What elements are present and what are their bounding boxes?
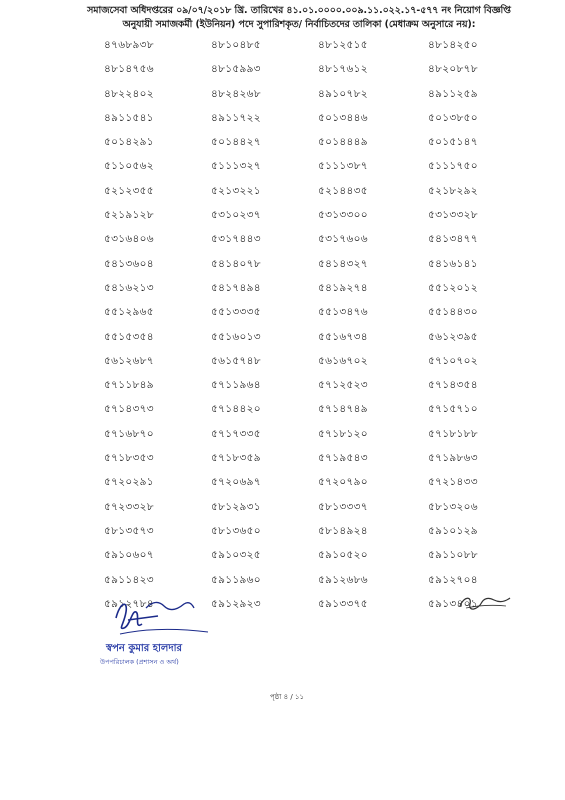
roll-number-cell: ৫০১৩৪৪৬ xyxy=(318,111,368,124)
roll-number-cell: ৫৫১৬০১৩ xyxy=(211,330,261,343)
roll-number-cell: ৫৪১৩৬০৪ xyxy=(104,257,154,270)
table-row xyxy=(90,427,510,451)
roll-number-cell: ৫০১৫১৪৭ xyxy=(428,136,478,149)
header-line-2: অনুযায়ী সমাজকর্মী (ইউনিয়ন) পদে সুপারিশকৃত/ নির্বাচিতদের তালিকা (মেধাক্রম অনুসারে নয়): xyxy=(122,18,476,30)
roll-number-cell: ৫৭২১৪৩৩ xyxy=(428,476,478,489)
roll-number-cell: ৫৫১৫৩৫৪ xyxy=(104,330,154,343)
roll-number-cell: ৫৯১০১২৯ xyxy=(428,524,478,537)
roll-number-cell: ৪৮২৪২৬৮ xyxy=(211,87,261,100)
table-row xyxy=(90,475,510,499)
roll-number-cell: ৫৪১৭৪৯৪ xyxy=(211,281,261,294)
roll-number-cell: ৫৪১৯২৭৪ xyxy=(318,281,368,294)
signatory-name: স্বপন কুমার হালদার xyxy=(106,643,183,654)
roll-number-cell: ৫৯১২৯২৩ xyxy=(211,597,261,610)
roll-number-cell: ৫০১৪৪২৭ xyxy=(211,136,261,149)
roll-number-cell: ৫৭১৭৩৩৫ xyxy=(211,427,261,440)
table-row xyxy=(90,305,510,329)
document-header xyxy=(64,4,534,31)
roll-number-cell: ৫৩১৩৩২৮ xyxy=(428,209,478,222)
roll-number-cell: ৫৫১৪৪৩০ xyxy=(428,306,478,319)
roll-number-cell: ৫৯১২৭০৪ xyxy=(428,573,478,586)
roll-number-cell: ৫৯১০৫২০ xyxy=(318,549,368,562)
table-row xyxy=(90,281,510,305)
table-row xyxy=(90,159,510,183)
roll-number-cell: ৫৪১৪০৭৮ xyxy=(211,257,261,270)
roll-number-cell: ৫৭১২৫২৩ xyxy=(318,379,368,392)
roll-number-cell: ৫১১১৩২৭ xyxy=(211,160,261,173)
roll-number-cell: ৫৪১৬১৪১ xyxy=(428,257,478,270)
table-row xyxy=(90,451,510,475)
roll-number-cell: ৫৯১২৭৮৪ xyxy=(104,597,154,610)
table-row xyxy=(90,402,510,426)
roll-number-cell: ৫৭১১৮৪৯ xyxy=(104,379,154,392)
roll-number-cell: ৫৫১৬৭৩৪ xyxy=(318,330,368,343)
roll-number-cell: ৫৭২০৭৯০ xyxy=(318,476,368,489)
page-number: পৃষ্ঠা ৪ / ১১ xyxy=(270,693,305,701)
roll-number-cell: ৪৮১৭৬১২ xyxy=(318,63,368,76)
table-row xyxy=(90,548,510,572)
roll-number-cell: ৫৬১৬৭০২ xyxy=(318,354,368,367)
roll-number-cell: ৫৭১৫৭১০ xyxy=(428,403,478,416)
table-row xyxy=(90,38,510,62)
roll-number-cell: ৫৩১০২৩৭ xyxy=(211,209,261,222)
roll-number-cell: ৫৩১৬৪০৬ xyxy=(104,233,154,246)
roll-number-cell: ৫৭১০৭০২ xyxy=(428,354,478,367)
roll-number-cell: ৫৭১৮১২০ xyxy=(318,427,368,440)
roll-number-cell: ৫২১২৩৫৫ xyxy=(104,184,154,197)
roll-number-cell: ৫৮১৩৩৩৭ xyxy=(318,500,368,513)
roll-number-cell: ৫৮১৩৫৭৩ xyxy=(104,524,154,537)
table-row xyxy=(90,330,510,354)
roll-number-cell: ৫৯১০৩২৫ xyxy=(211,549,261,562)
roll-number-cell: ৫০১৪২৯১ xyxy=(104,136,154,149)
roll-number-cell: ৫৮১৪৯২৪ xyxy=(318,524,368,537)
table-row xyxy=(90,378,510,402)
roll-number-cell: ৫৯১১৯৬০ xyxy=(211,573,261,586)
roll-number-cell: ৫৭১৯৫৪৩ xyxy=(318,452,368,465)
roll-number-cell: ৪৮১০৪৮৫ xyxy=(211,39,261,51)
roll-number-cell: ৫৫১৩৩৩৫ xyxy=(211,306,261,319)
roll-number-table xyxy=(90,38,510,621)
roll-number-cell: ৫৭২৩৩২৮ xyxy=(104,500,154,513)
roll-number-cell: ৫৫১৩৪৭৬ xyxy=(318,306,368,319)
roll-number-cell: ৫১১০৫৬২ xyxy=(104,160,154,173)
roll-number-cell: ৪৮২০৮৭৮ xyxy=(428,63,478,76)
roll-number-cell: ৪৯১০৭৮২ xyxy=(318,87,368,100)
table-row xyxy=(90,87,510,111)
table-row xyxy=(90,184,510,208)
roll-number-cell: ৫৭১৪৩৭৩ xyxy=(104,403,154,416)
roll-number-cell: ৫৫১২৯৬৫ xyxy=(104,306,154,319)
roll-number-cell: ৪৮২২৪০২ xyxy=(104,87,154,100)
roll-number-cell: ৫৭২০২৯১ xyxy=(104,476,154,489)
roll-number-cell: ৫৯১৩৪০১ xyxy=(428,597,478,610)
roll-number-cell: ৫৬১২৩৯৫ xyxy=(428,330,478,343)
roll-number-cell: ৪৯১১৫৪১ xyxy=(104,111,154,124)
roll-number-cell: ৫৭১১৯৬৪ xyxy=(211,379,261,392)
roll-number-cell: ৫২১৩২২১ xyxy=(211,184,261,197)
table-row xyxy=(90,524,510,548)
table-row xyxy=(90,354,510,378)
roll-number-cell: ৫৮১২৯৩১ xyxy=(211,500,261,513)
roll-number-cell: ৫৩১৭৬০৬ xyxy=(318,233,368,246)
roll-number-cell: ৫৯১১৪২৩ xyxy=(104,573,154,586)
roll-number-cell: ৫৭১৬৮৭০ xyxy=(104,427,154,440)
roll-number-cell: ৫০১৩৮৫০ xyxy=(428,111,478,124)
roll-number-cell: ৫৭১৮৩৫৯ xyxy=(211,452,261,465)
table-row xyxy=(90,257,510,281)
table-row xyxy=(90,500,510,524)
roll-number-cell: ৫৭১৪৭৪৯ xyxy=(318,403,368,416)
roll-number-cell: ৫০১৪৪৪৯ xyxy=(318,136,368,149)
roll-number-cell: ৫১১১৩৮৭ xyxy=(318,160,368,173)
roll-number-cell: ৫২১৮২৯২ xyxy=(428,184,478,197)
roll-number-cell: ৫৭১৮১৮৮ xyxy=(428,427,478,440)
roll-number-cell: ৫৯১৩৩৭৫ xyxy=(318,597,368,610)
roll-number-cell: ৫৬১৫৭৪৮ xyxy=(211,354,261,367)
roll-number-cell: ৪৯১১২৫৯ xyxy=(428,87,478,100)
roll-number-cell: ৪৮১৪৭৫৬ xyxy=(104,63,154,76)
roll-number-cell: ৪৮১৪২৫০ xyxy=(428,39,478,51)
roll-number-cell: ৪৯১১৭২২ xyxy=(211,111,261,124)
roll-number-cell: ৫৬১২৬৮৭ xyxy=(104,354,154,367)
signature-right-scribble xyxy=(456,590,516,614)
roll-number-cell: ৫৯১০৬০৭ xyxy=(104,549,154,562)
roll-number-cell: ৫৩১৭৪৪৩ xyxy=(211,233,261,246)
roll-number-cell: ৪৭৬৮৯৩৮ xyxy=(104,39,154,51)
roll-number-cell: ৫৪১৬২১৩ xyxy=(104,281,154,294)
roll-number-cell: ৫৭১৪৩৫৪ xyxy=(428,379,478,392)
roll-number-cell: ৫৪১৪৩২৭ xyxy=(318,257,368,270)
roll-number-cell: ৫৫১২০১২ xyxy=(428,281,478,294)
roll-number-cell: ৫১১১৭৫০ xyxy=(428,160,478,173)
roll-number-cell: ৫৭১৪৪২০ xyxy=(211,403,261,416)
roll-number-cell: ৪৮১২৫১৫ xyxy=(318,39,368,51)
table-row xyxy=(90,62,510,86)
roll-number-cell: ৫২১৯১২৮ xyxy=(104,209,154,222)
table-row xyxy=(90,208,510,232)
roll-number-cell: ৫৭১৮৩৫৩ xyxy=(104,452,154,465)
roll-number-cell: ৫৩১৩৩০০ xyxy=(318,209,368,222)
roll-number-cell: ৫২১৪৪৩৫ xyxy=(318,184,368,197)
roll-number-cell: ৪৮১৫৯৯৩ xyxy=(211,63,261,76)
signatory-title: উপপরিচালক (প্রশাসন ও অর্থ) xyxy=(100,658,179,666)
roll-number-cell: ৫৭২০৬৯৭ xyxy=(211,476,261,489)
table-row xyxy=(90,111,510,135)
roll-number-cell: ৫৯১১০৮৮ xyxy=(428,549,478,562)
table-row xyxy=(90,232,510,256)
roll-number-cell: ৫৪১৩৪৭৭ xyxy=(428,233,478,246)
roll-number-cell: ৫৯১২৬৮৬ xyxy=(318,573,368,586)
roll-number-cell: ৫৭১৯৮৬৩ xyxy=(428,452,478,465)
header-line-1: সমাজসেবা অধিদপ্তরের ০৯/০৭/২০১৮ খ্রি. তারিখের ৪১.০১.০০০০.০০৯.১১.০২২.১৭-৫৭৭ নং নিয়োগ বিজ্ঞপ্তি xyxy=(87,5,511,16)
roll-number-cell: ৫৮১৩৬৫০ xyxy=(211,524,261,537)
table-row xyxy=(90,135,510,159)
roll-number-cell: ৫৮১৩২০৬ xyxy=(428,500,478,513)
